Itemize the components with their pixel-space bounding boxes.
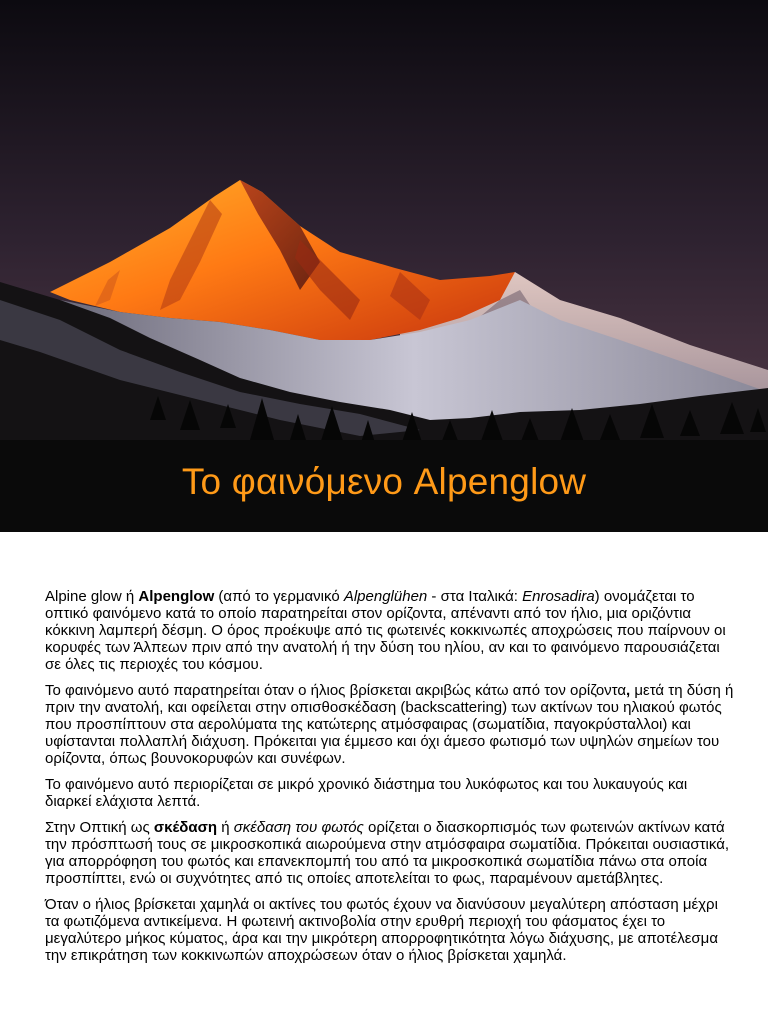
text-segment: - στα Ιταλικά: — [427, 588, 523, 605]
text-segment: ) ονομάζεται το οπτικό φαινόμενο κατά το οποίο παρατηρείται στον ορίζοντα, απέναντι από τον ήλιο, μια οριζόντια κόκκινη λαμπερή δέσμη. Ο όρος προέκυψε από τις φωτεινές κοκκινωπές αποχρώσεις που παίρνουν οι κορυφές των Άλπεων πριν από την ανατολή ή την δύση του ηλίου, αν και το φαινόμενο παρουσιάζεται σε όλες τις περιοχές του κόσμου. — [45, 588, 726, 673]
page-title: Το φαινόμενο Alpenglow — [181, 461, 587, 502]
text-segment: Alpenglow — [138, 588, 215, 605]
text-segment: Το φαινόμενο αυτό παρατηρείται όταν ο ήλιος βρίσκεται ακριβώς κάτω από τον ορίζοντα — [45, 682, 627, 699]
text-segment: ορίζεται ο διασκορπισμός των φωτεινών ακτίνων κατά την πρόσπτωσή τους σε μικροσκοπικά αιωρούμενα στην ατμόσφαιρα σωματίδια. Πρόκειται ουσιαστικά, για απορρόφηση του φωτός και επανεκπομπή του από τα μικροσκοπικά σωματίδια πάνω στα οποία προσπίπτει, ενώ οι συχνότητες από τις οποίες αποτελείται το φως, παραμένουν αμετάβλητες. — [45, 819, 730, 887]
paragraph-explanation — [45, 682, 735, 767]
text-segment: , — [626, 682, 631, 699]
text-segment: Enrosadira — [522, 588, 595, 605]
text-segment: μετά τη δύση ή πριν την ανατολή, και οφείλεται στην οπισθοσκέδαση (backscattering) των ακτίνων του ηλιακού φωτός που προσπίπτουν στα αερολύματα της κατώτερης ατμόσφαιρας (σωματίδια, παγοκρύσταλλοι) και υφίστανται πολλαπλή διάχυση. Πρόκειται για έμμεσο και όχι άμεσο φωτισμό των υψηλών σημείων του ορίζοντα, όπως βουνοκορυφών και συνέφων. — [45, 682, 734, 767]
paragraph-duration — [45, 776, 735, 810]
article-body — [45, 588, 735, 973]
text-segment: σκέδαση του φωτός — [233, 819, 364, 836]
text-segment: Στην Οπτική ως — [45, 819, 154, 836]
text-segment: Όταν ο ήλιος βρίσκεται χαμηλά οι ακτίνες του φωτός έχουν να διανύσουν μεγαλύτερη απόσταση μέχρι τα φωτιζόμενα αντικείμενα. Η φωτεινή ακτινοβολία στην ερυθρή περιοχή του φάσματος έχει το μεγαλύτερο μήκος κύματος, άρα και την μικρότερη απορροφητικότητα λόγω διάχυσης, με αποτέλεσμα την επικράτηση των κοκκινωπών αποχρώσεων όταν ο ήλιος βρίσκεται χαμηλά. — [45, 896, 718, 964]
text-segment: σκέδαση — [153, 819, 218, 836]
text-segment: ή — [217, 819, 234, 836]
paragraph-intro — [45, 588, 735, 673]
text-segment: Alpine glow ή — [45, 588, 139, 605]
text-segment: Alpenglühen — [343, 588, 428, 605]
paragraph-red-hues — [45, 896, 735, 964]
text-segment: Το φαινόμενο αυτό περιορίζεται σε μικρό χρονικό διάστημα του λυκόφωτος και του λυκαυγούς και διαρκεί ελάχιστα λεπτά. — [45, 776, 688, 810]
paragraph-scattering — [45, 819, 735, 887]
text-segment: (από το γερμανικό — [214, 588, 344, 605]
